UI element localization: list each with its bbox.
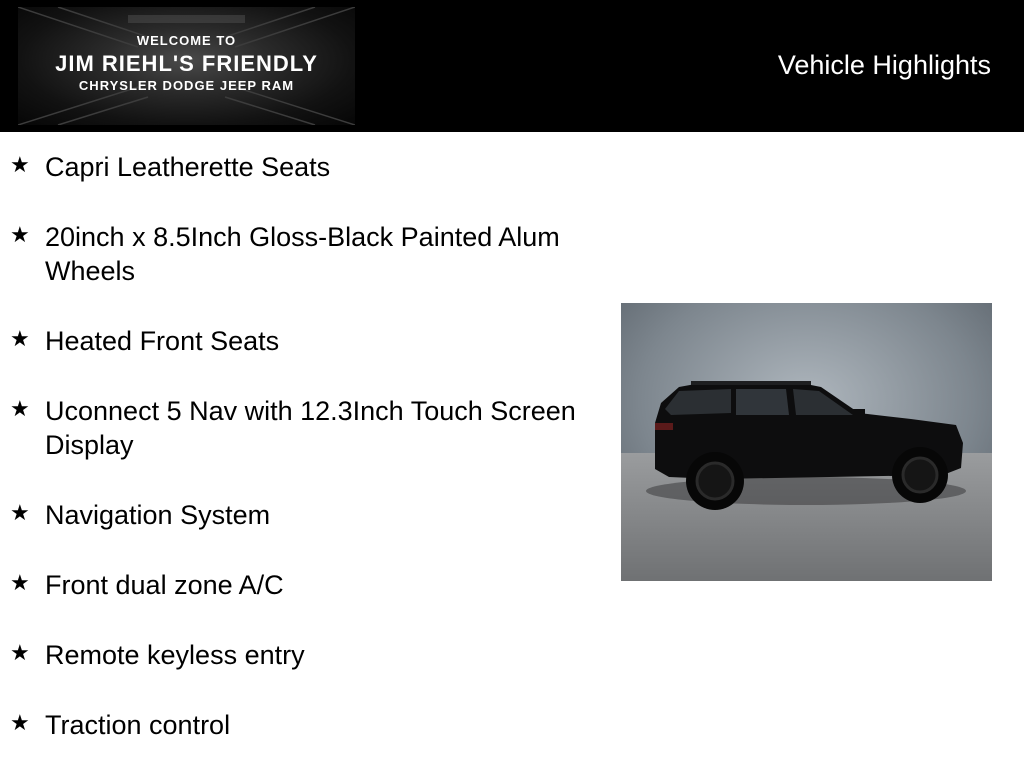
feature-label: Remote keyless entry xyxy=(45,640,305,670)
page-title: Vehicle Highlights xyxy=(777,50,991,80)
feature-label: Heated Front Seats xyxy=(45,326,280,356)
logo-brands: CHRYSLER DODGE JEEP RAM xyxy=(78,78,295,93)
star-icon: ★ xyxy=(10,710,30,735)
star-icon: ★ xyxy=(10,326,30,351)
vehicle-photo xyxy=(621,303,992,581)
star-icon: ★ xyxy=(10,500,30,525)
header-bar xyxy=(0,0,1024,132)
star-icon: ★ xyxy=(10,152,30,177)
feature-label: 20inch x 8.5Inch Gloss-Black Painted Alum Wheels xyxy=(45,222,560,286)
feature-label: Traction control xyxy=(45,710,231,740)
feature-label: Navigation System xyxy=(45,500,271,530)
feature-label: Uconnect 5 Nav with 12.3Inch Touch Screen Display xyxy=(45,396,576,460)
star-icon: ★ xyxy=(10,570,30,595)
dealer-logo xyxy=(18,7,355,125)
list-item xyxy=(0,708,580,742)
feature-list xyxy=(0,150,580,778)
star-icon: ★ xyxy=(10,396,30,421)
list-item xyxy=(0,568,580,602)
list-item xyxy=(0,498,580,532)
logo-welcome-text: WELCOME TO xyxy=(136,33,237,48)
list-item xyxy=(0,220,580,288)
list-item xyxy=(0,638,580,672)
list-item xyxy=(0,394,580,462)
list-item xyxy=(0,324,580,358)
list-item xyxy=(0,150,580,184)
star-icon: ★ xyxy=(10,222,30,247)
feature-label: Capri Leatherette Seats xyxy=(45,152,331,182)
feature-label: Front dual zone A/C xyxy=(45,570,284,600)
star-icon: ★ xyxy=(10,640,30,665)
logo-dealer-name: JIM RIEHL'S FRIENDLY xyxy=(55,51,318,76)
